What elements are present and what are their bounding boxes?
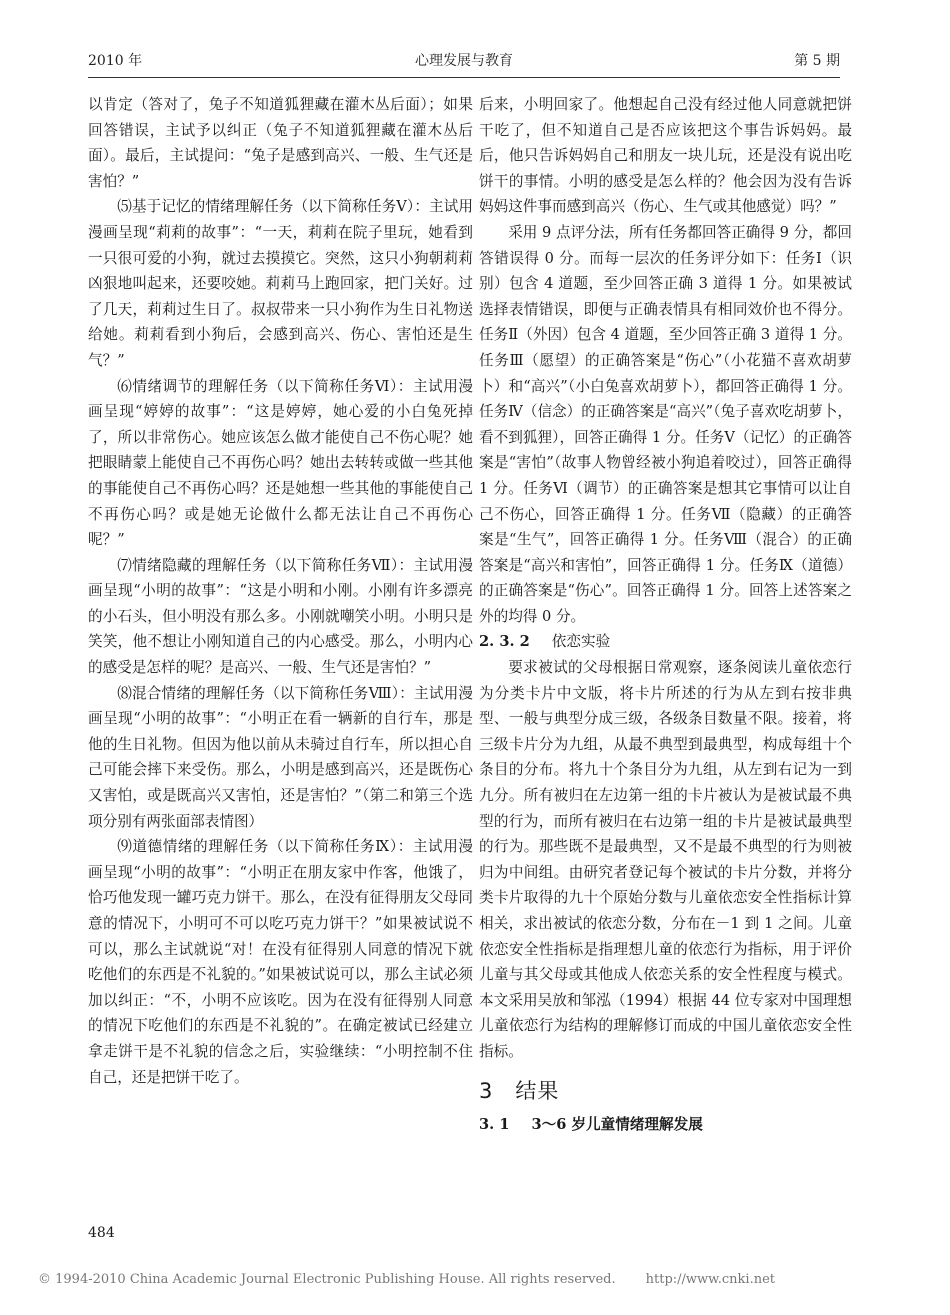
right-paragraph: 采用 9 点评分法，所有任务都回答正确得 9 分，都回答错误得 0 分。而每一层次的任务评分如下：任务Ⅰ（识别）包含 4 道题，至少回答正确 3 道得 1 分。如果被试选择表情错误，即便与正确表情具有相同效价也不得分。任务Ⅱ（外因）包含 4 道题，至少回答正确 3 道得 1 分。任务Ⅲ（愿望）的正确答案是“伤心”（小花猫不喜欢胡萝卜）和“高兴”（小白兔喜欢胡萝卜），都回答正确得 1 分。任务Ⅳ（信念）的正确答案是“高兴”（兔子喜欢吃胡萝卜，看不到狐狸），回答正确得 1 分。任务Ⅴ（记忆）的正确答案是“害怕”（故事人物曾经被小狗追着咬过），回答正确得 1 分。任务Ⅵ（调节）的正确答案是想其它事情可以让自己不伤心，回答正确得 1 分。任务Ⅶ（隐藏）的正确答案是“生气”，回答正确得 1 分。任务Ⅷ（混合）的正确答案是“高兴和害怕”，回答正确得 1 分。任务Ⅸ（道德）的正确答案是“伤心”。回答正确得 1 分。回答上述答案之外的均得 0 分。 [479,223,852,625]
running-header [88,50,840,72]
attachment-paragraph: 要求被试的父母根据日常观察，逐条阅读儿童依恋行为分类卡片中文版，将卡片所述的行为从左到右按非典型、一般与典型分成三级，各级条目数量不限。接着，将三级卡片分为九组，从最不典型到最典型，构成每组十个条目的分布。将九十个条目分为九组，从左到右记为一到九分。所有被归在左边第一组的卡片被认为是被试最不典型的行为，而所有被归在右边第一组的卡片是被试最典型的行为。那些既不是最典型，又不是最不典型的行为则被归为中间组。由研究者登记每个被试的卡片分数，并将分类卡片取得的九十个原始分数与儿童依恋安全性指标计算相关，求出被试的依恋分数，分布在－1 到 1 之间。儿童依恋安全性指标是指理想儿童的依恋行为指标，用于评价儿童与其父母或其他成人依恋关系的安全性程度与模式。本文采用吴放和邹泓（1994）根据 44 位专家对中国理想儿童依恋行为结构的理解修订而成的中国儿童依恋安全性指标。 [479,659,852,1060]
subsection-number: 3. 1 [479,1116,510,1134]
subsection-heading [479,1112,852,1138]
page-number: 484 [88,1225,115,1241]
section-heading [479,1079,852,1105]
header-journal-title: 心理发展与教育 [415,53,513,69]
left-paragraph: ⑼道德情绪的理解任务（以下简称任务Ⅸ）：主试用漫画呈现“小明的故事”：“小明正在朋友家中作客，他饿了，恰巧他发现一罐巧克力饼干。那么，在没有征得朋友父母同意的情况下，小明可不可以吃巧克力饼干？”如果被试说不可以，那么主试就说“对！在没有征得别人同意的情况下就吃他们的东西是不礼貌的。”如果被试说可以，那么主试必须加以纠正：“不，小明不应该吃。因为在没有征得别人同意的情况下吃他们的东西是不礼貌的”。在确定被试已经建立拿走饼干是不礼貌的信念之后，实验继续：“小明控制不住自己，还是把饼干吃了。 [88,838,473,1086]
left-paragraph: ⑹情绪调节的理解任务（以下简称任务Ⅵ）：主试用漫画呈现“婷婷的故事”：“这是婷婷，她心爱的小白兔死掉了，所以非常伤心。她应该怎么做才能使自己不伤心呢？她把眼睛蒙上能使自己不再伤心吗？她出去转转或做一些其他的事能使自己不再伤心吗？还是她想一些其他的事能使自己不再伤心吗？或是她无论做什么都无法让自己不再伤心呢？” [88,377,473,549]
left-paragraph: ⑸基于记忆的情绪理解任务（以下简称任务Ⅴ）：主试用漫画呈现“莉莉的故事”：“一天，莉莉在院子里玩，她看到一只很可爱的小狗，就过去摸摸它。突然，这只小狗朝莉莉凶狠地叫起来，还要咬她。莉莉马上跑回家，把门关好。过了几天，莉莉过生日了。叔叔带来一只小狗作为生日礼物送给她。莉莉看到小狗后，会感到高兴、伤心、害怕还是生气？” [88,198,473,369]
left-paragraph: ⑻混合情绪的理解任务（以下简称任务Ⅷ）：主试用漫画呈现“小明的故事”：“小明正在看一辆新的自行车，那是他的生日礼物。但因为他以前从未骑过自行车，所以担心自己可能会摔下来受伤。那么，小明是感到高兴，还是既伤心又害怕，或是既高兴又害怕，还是害怕？”（第二和第三个选项分别有两张面部表情图） [88,684,473,830]
left-paragraph: ⑺情绪隐藏的理解任务（以下简称任务Ⅶ）：主试用漫画呈现“小明的故事”：“这是小明和小刚。小刚有许多漂亮的小石头，但小明没有那么多。小刚就嘲笑小明。小明只是笑笑，他不想让小刚知道自己的内心感受。那么，小明内心的感受是怎样的呢？是高兴、一般、生气还是害怕？” [88,556,473,677]
subsection-title: 依恋实验 [551,633,611,651]
left-paragraph: 以肯定（答对了，兔子不知道狐狸藏在灌木丛后面）；如果回答错误，主试予以纠正（兔子不知道狐狸藏在灌木丛后面）。最后，主试提问：“兔子是感到高兴、一般、生气还是害怕？” [88,96,473,190]
right-paragraph: 后来，小明回家了。他想起自己没有经过他人同意就把饼干吃了，但不知道自己是否应该把这个事告诉妈妈。最后，他只告诉妈妈自己和朋友一块儿玩，还是没有说出吃饼干的事情。小明的感受是怎么样的？他会因为没有告诉妈妈这件事而感到高兴（伤心、生气或其他感觉）吗？” [479,96,852,216]
copyright-text: © 1994-2010 China Academic Journal Electronic Publishing House. All rights reserved. [38,1272,616,1287]
right-column [479,92,852,1138]
section-title: 结果 [515,1078,560,1103]
header-issue: 第 5 期 [794,53,840,69]
copyright-footer [38,1272,775,1287]
header-year: 2010 年 [88,53,143,69]
subsection-title: 3～6 岁儿童情绪理解发展 [531,1116,703,1134]
header-rule [88,77,840,78]
subsection-number: 2. 3. 2 [479,633,530,651]
subsection-heading [479,629,852,655]
left-column [88,92,473,1090]
section-number: 3 [479,1078,494,1103]
site-link[interactable]: http://www.cnki.net [645,1272,775,1287]
